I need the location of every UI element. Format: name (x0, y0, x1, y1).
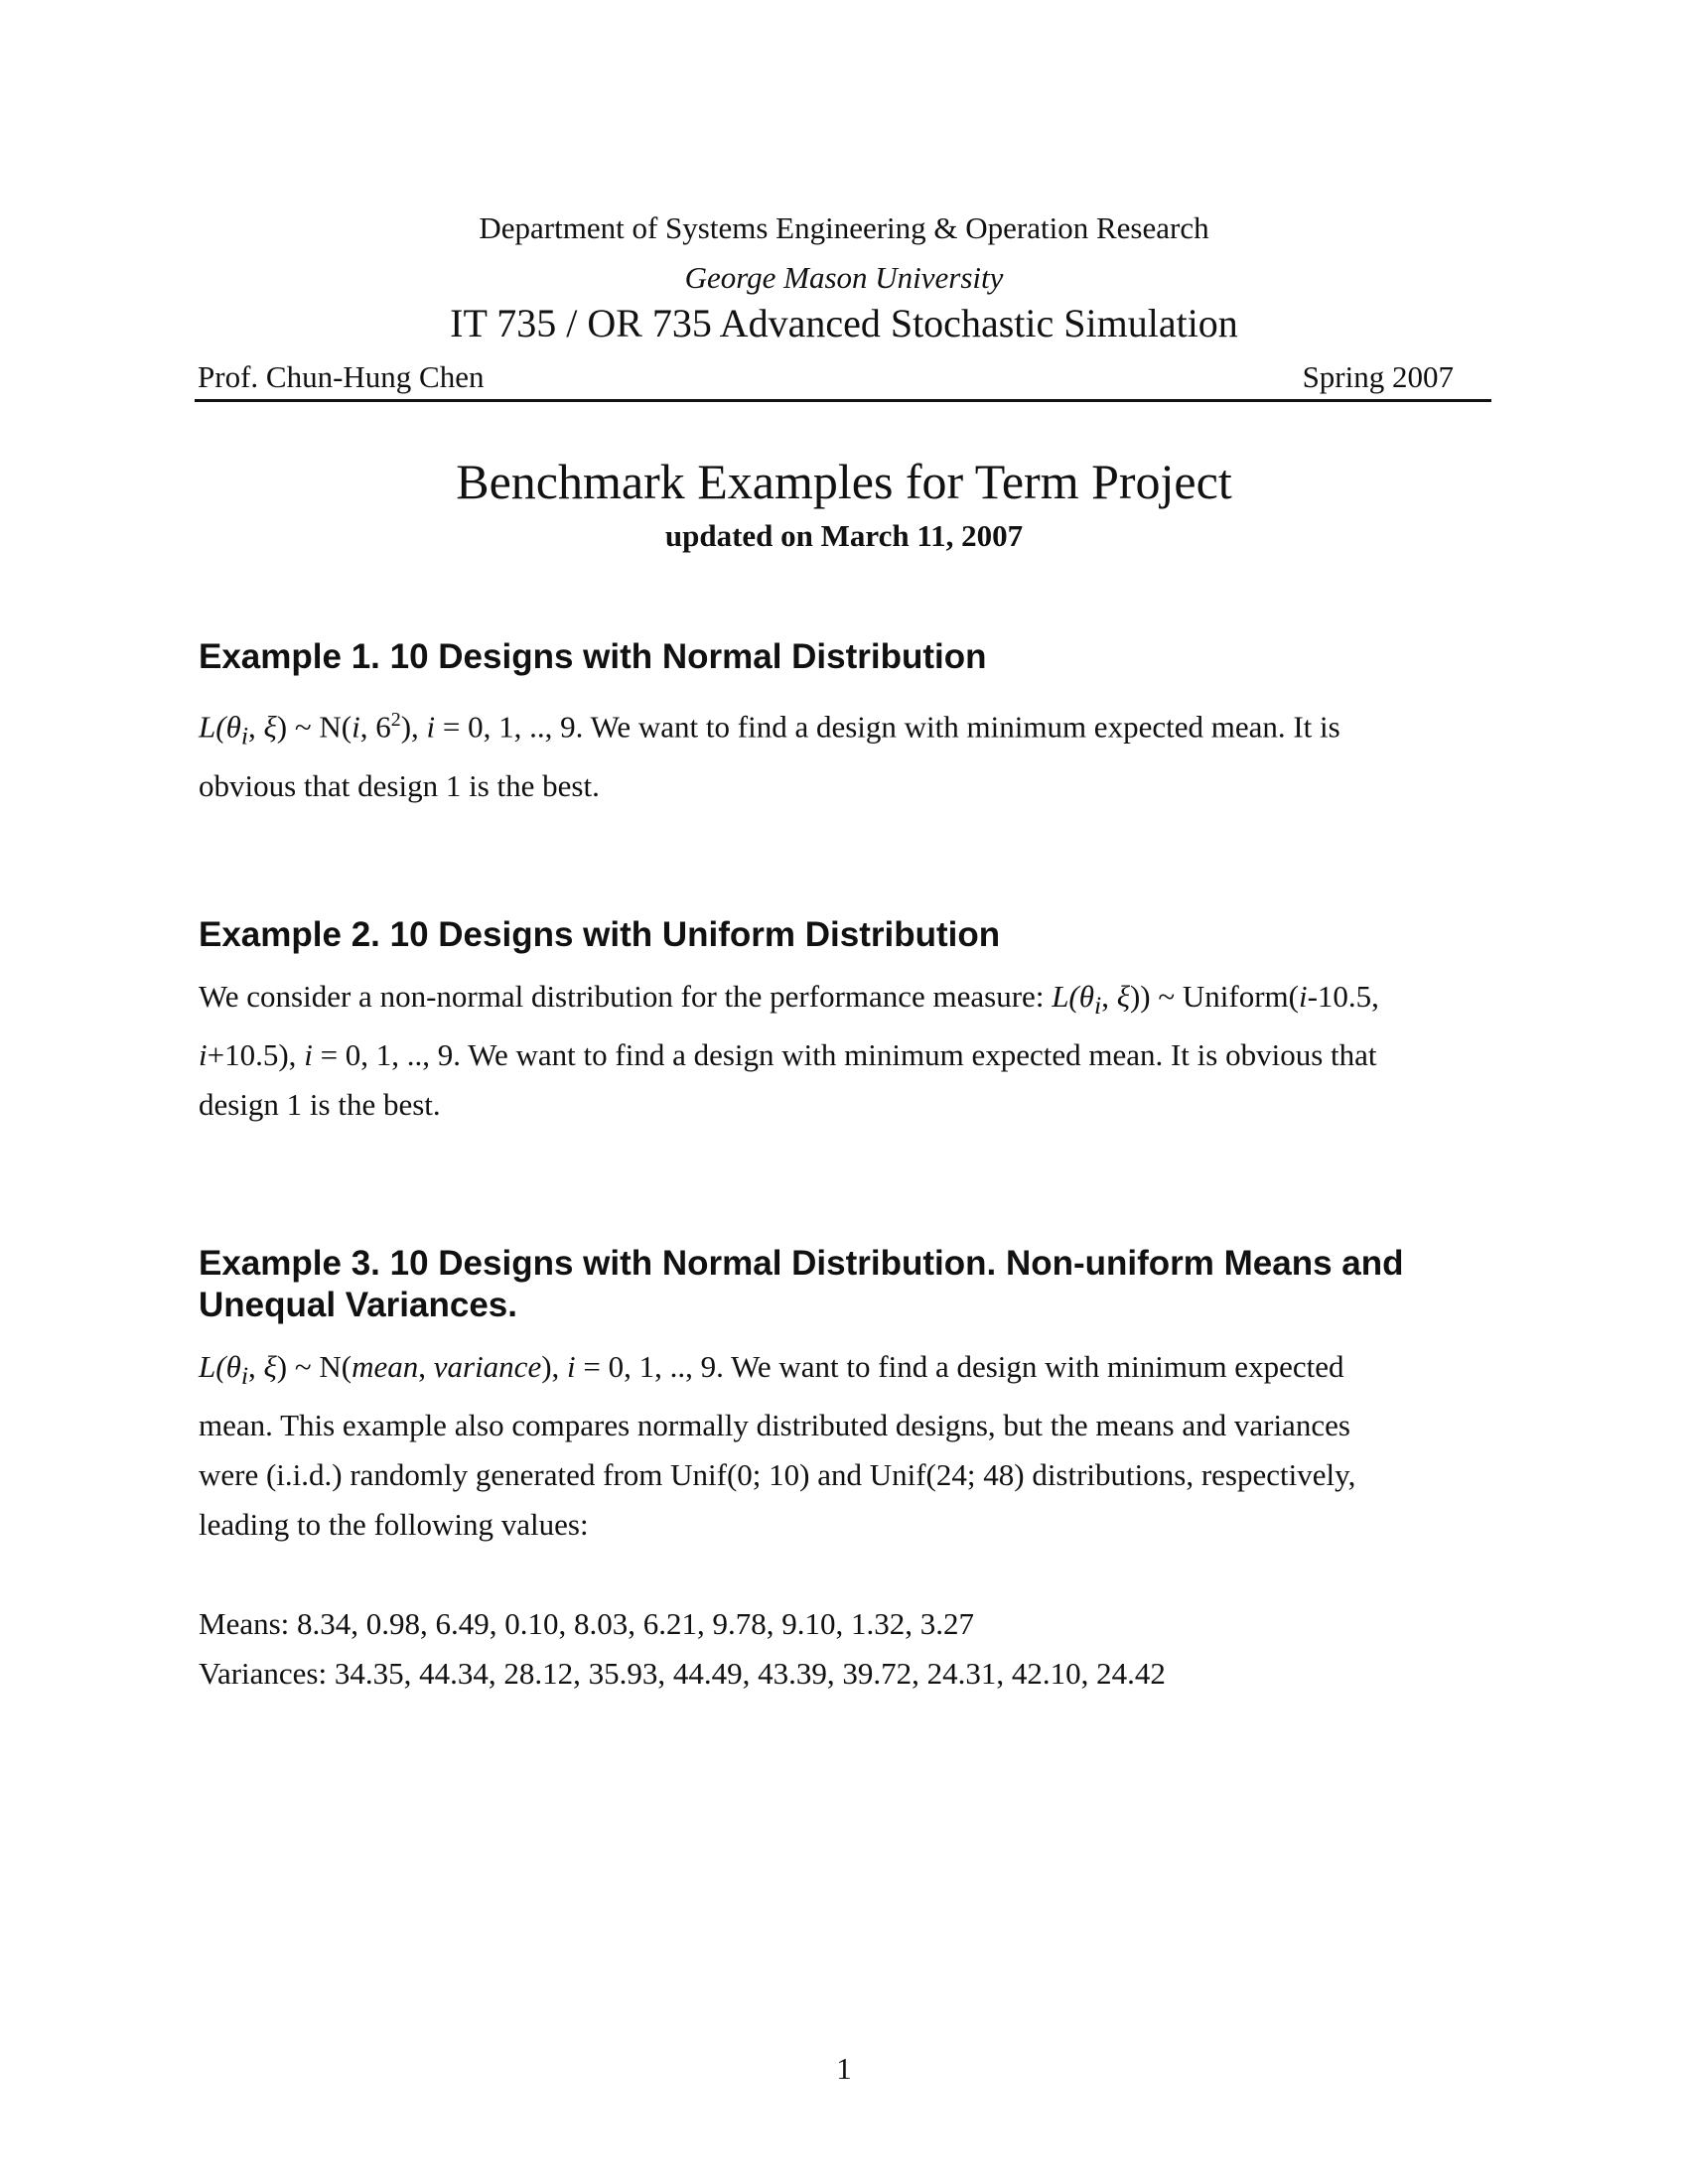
example-2-body (199, 972, 1489, 1130)
superscript-2: 2 (390, 709, 401, 731)
document-title: Benchmark Examples for Term Project (456, 454, 1232, 509)
updated-date: updated on March 11, 2007 (664, 518, 1024, 553)
means-values: Means: 8.34, 0.98, 6.49, 0.10, 8.03, 6.21, 9.78, 9.10, 1.32, 3.27 (199, 1606, 975, 1642)
example-1-body (199, 695, 1489, 811)
example-1-line-1 (199, 695, 1489, 761)
example-3-heading (199, 1243, 1489, 1326)
subscript-i: i (240, 721, 248, 751)
example-2-line-3: design 1 is the best. (199, 1087, 441, 1123)
formula-var: i (567, 1349, 576, 1384)
theta-symbol: θ (1078, 979, 1094, 1014)
theta-symbol: θ (225, 1349, 241, 1384)
formula-var: i (199, 1037, 208, 1073)
xi-symbol: ξ (1116, 979, 1130, 1014)
formula-var: i (1298, 979, 1308, 1014)
example-3-line-1 (199, 1342, 1489, 1401)
formula-text: -10.5, (1307, 979, 1379, 1014)
example-3-line-2: mean. This example also compares normally distributed designs, but the means and variances (199, 1408, 1350, 1443)
formula-text: L( (1052, 979, 1079, 1014)
formula-text: , (248, 709, 264, 745)
example-2-heading: Example 2. 10 Designs with Uniform Distribution (199, 915, 1001, 954)
formula-text: , (418, 1349, 434, 1384)
formula-text: L( (199, 709, 226, 745)
professor-name: Prof. Chun-Hung Chen (198, 359, 485, 394)
example-3-line-4: leading to the following values: (199, 1507, 589, 1543)
term-label: Spring 2007 (1302, 359, 1454, 394)
body-text: = 0, 1, .., 9. We want to find a design with minimum expected mean. It is (435, 709, 1340, 745)
formula-text: L( (199, 1349, 226, 1384)
example-3-heading-line-2: Unequal Variances. (199, 1286, 517, 1324)
body-text: We consider a non-normal distribution for the performance measure: (199, 979, 1053, 1014)
formula-var: i (352, 709, 360, 745)
body-text: = 0, 1, .., 9. We want to find a design with minimum expected (575, 1349, 1344, 1384)
formula-text: ) ~ N( (276, 709, 352, 745)
page-number: 1 (836, 2051, 852, 2086)
formula-text: , (1101, 979, 1117, 1014)
formula-text: +10.5), (207, 1037, 305, 1073)
blank-line (199, 1550, 1489, 1599)
formula-text: )) ~ Uniform( (1129, 979, 1299, 1014)
xi-symbol: ξ (263, 1349, 277, 1384)
example-2-line-2 (199, 1030, 1489, 1080)
example-3-line-3: were (i.i.d.) randomly generated from Unif(0; 10) and Unif(24; 48) distributions, respectively, (199, 1457, 1356, 1493)
example-3-body (199, 1342, 1489, 1699)
professor-term-row (195, 359, 1491, 402)
formula-text: ), (541, 1349, 568, 1384)
formula-text: , (248, 1349, 264, 1384)
body-text: = 0, 1, .., 9. We want to find a design with minimum expected mean. It is obvious that (312, 1037, 1377, 1073)
xi-symbol: ξ (263, 709, 277, 745)
formula-text: ) ~ N( (276, 1349, 352, 1384)
formula-var: mean (352, 1349, 419, 1384)
formula-text: , 6 (359, 709, 391, 745)
subscript-i: i (240, 1361, 248, 1391)
example-3-heading-line-1: Example 3. 10 Designs with Normal Distribution. Non-uniform Means and (199, 1244, 1404, 1283)
example-1-heading: Example 1. 10 Designs with Normal Distribution (199, 637, 987, 676)
formula-var: i (426, 709, 436, 745)
subscript-i: i (1094, 991, 1102, 1021)
course-title: IT 735 / OR 735 Advanced Stochastic Simulation (450, 301, 1238, 345)
theta-symbol: θ (225, 709, 241, 745)
example-1-line-2: obvious that design 1 is the best. (199, 767, 600, 803)
example-2-line-1 (199, 972, 1489, 1030)
formula-text: ), (400, 709, 427, 745)
variances-values: Variances: 34.35, 44.34, 28.12, 35.93, 44.49, 43.39, 39.72, 24.31, 42.10, 24.42 (199, 1656, 1166, 1692)
formula-var: variance (433, 1349, 542, 1384)
formula-var: i (304, 1037, 313, 1073)
department-line: Department of Systems Engineering & Operation Research (479, 210, 1209, 245)
university-line: George Mason University (684, 260, 1004, 295)
